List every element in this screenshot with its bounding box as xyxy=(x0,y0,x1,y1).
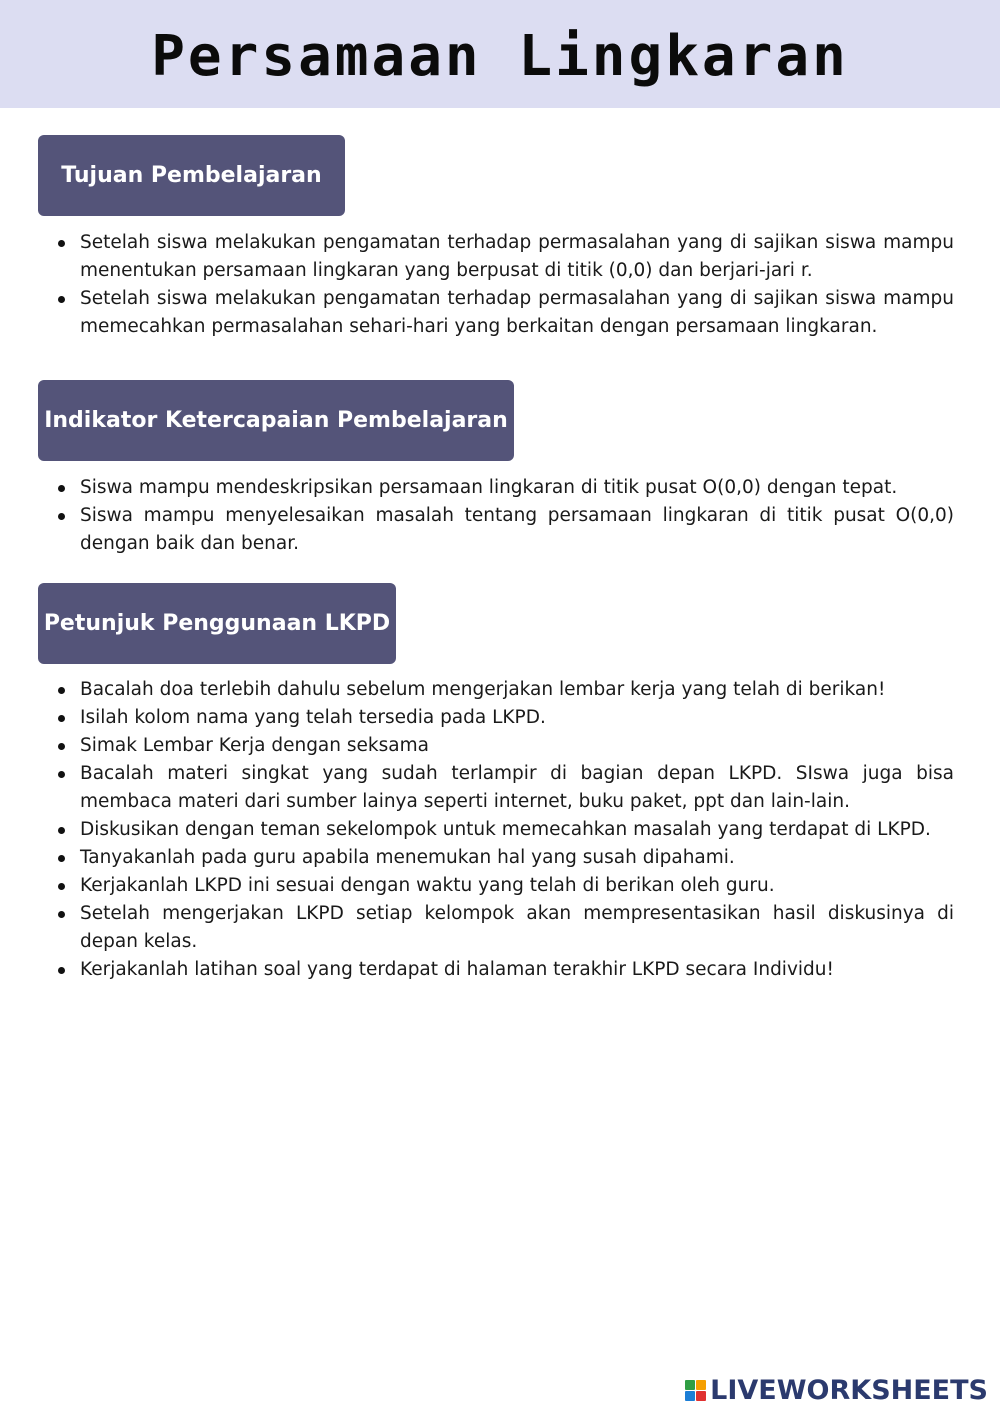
logo-square-red xyxy=(696,1391,706,1401)
list-item: Bacalah materi singkat yang sudah terlampir di bagian depan LKPD. SIswa juga bisa membaca materi dari sumber lainya seperti internet, buku paket, ppt dan lain-lain. xyxy=(80,760,954,816)
section-heading-tujuan: Tujuan Pembelajaran xyxy=(38,135,345,216)
logo-text: LIVEWORKSHEETS xyxy=(710,1375,988,1406)
list-item: Setelah siswa melakukan pengamatan terhadap permasalahan yang di sajikan siswa mampu menentukan persamaan lingkaran yang berpusat di titik (0,0) dan berjari-jari r. xyxy=(80,229,954,285)
logo-square-orange xyxy=(696,1380,706,1390)
list-item: Isilah kolom nama yang telah tersedia pada LKPD. xyxy=(80,704,954,732)
list-item: Tanyakanlah pada guru apabila menemukan hal yang susah dipahami. xyxy=(80,844,954,872)
list-item: Kerjakanlah LKPD ini sesuai dengan waktu yang telah di berikan oleh guru. xyxy=(80,872,954,900)
list-item: Siswa mampu menyelesaikan masalah tentang persamaan lingkaran di titik pusat O(0,0) dengan baik dan benar. xyxy=(80,502,954,558)
petunjuk-list xyxy=(38,676,954,984)
list-item: Kerjakanlah latihan soal yang terdapat di halaman terakhir LKPD secara Individu! xyxy=(80,956,954,984)
logo-square-blue xyxy=(685,1391,695,1401)
section-heading-indikator: Indikator Ketercapaian Pembelajaran xyxy=(38,380,514,461)
section-heading-petunjuk: Petunjuk Penggunaan LKPD xyxy=(38,583,396,664)
indikator-list xyxy=(38,474,954,558)
list-item: Diskusikan dengan teman sekelompok untuk memecahkan masalah yang terdapat di LKPD. xyxy=(80,816,954,844)
liveworksheets-logo[interactable] xyxy=(685,1375,988,1406)
list-item: Setelah mengerjakan LKPD setiap kelompok akan mempresentasikan hasil diskusinya di depan kelas. xyxy=(80,900,954,956)
page-title: Persamaan Lingkaran xyxy=(151,23,849,89)
page-header xyxy=(0,0,1000,108)
list-item: Siswa mampu mendeskripsikan persamaan lingkaran di titik pusat O(0,0) dengan tepat. xyxy=(80,474,954,502)
logo-square-green xyxy=(685,1380,695,1390)
list-item: Bacalah doa terlebih dahulu sebelum mengerjakan lembar kerja yang telah di berikan! xyxy=(80,676,954,704)
liveworksheets-logo-icon xyxy=(685,1380,706,1401)
list-item: Setelah siswa melakukan pengamatan terhadap permasalahan yang di sajikan siswa mampu memecahkan permasalahan sehari-hari yang berkaitan dengan persamaan lingkaran. xyxy=(80,285,954,341)
tujuan-list xyxy=(38,229,954,341)
list-item: Simak Lembar Kerja dengan seksama xyxy=(80,732,954,760)
